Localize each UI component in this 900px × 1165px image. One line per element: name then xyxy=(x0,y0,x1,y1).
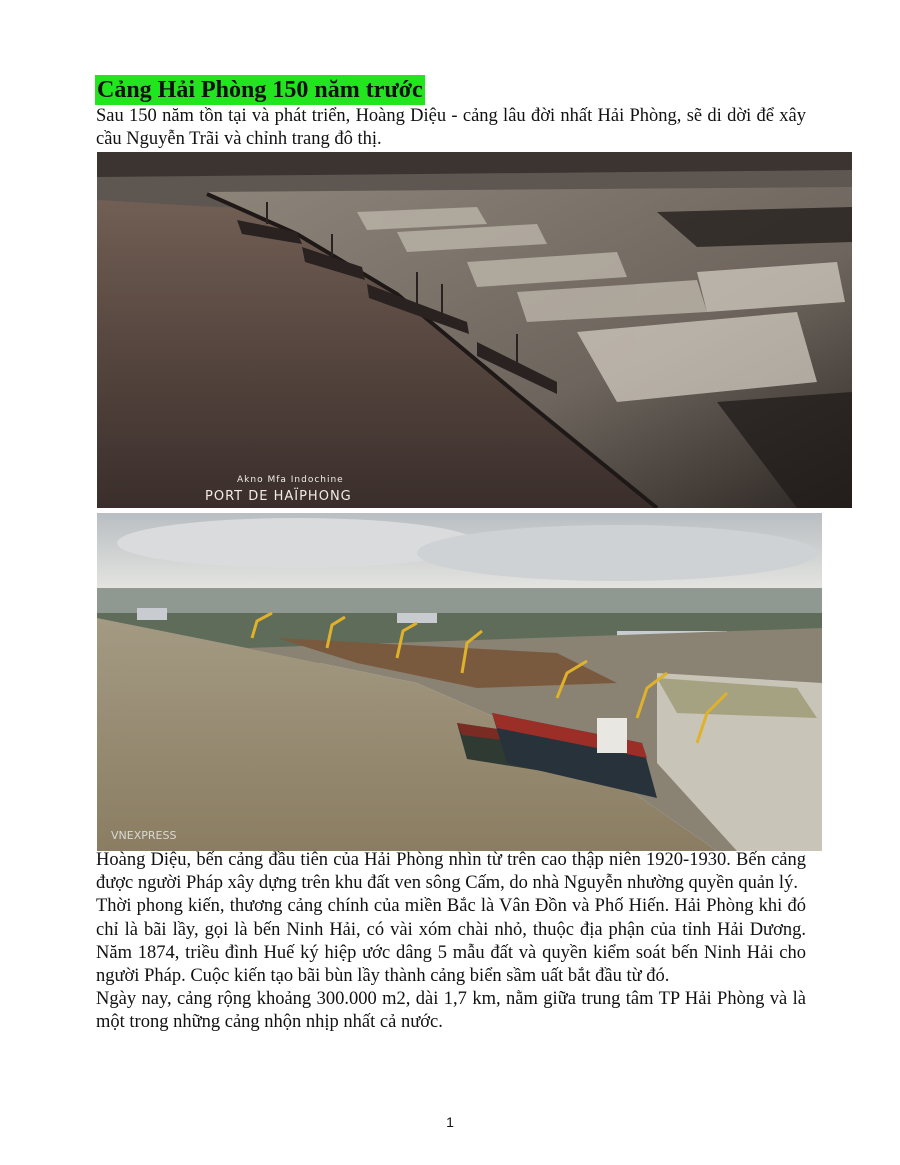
page-title: Cảng Hải Phòng 150 năm trước xyxy=(97,77,423,103)
historic-port-photo xyxy=(97,152,852,508)
photo-caption-line1: Akno Mfa Indochine xyxy=(237,475,344,485)
lead-paragraph: Sau 150 năm tồn tại và phát triển, Hoàng Diệu - cảng lâu đời nhất Hải Phòng, sẽ di dời để xây cầu Nguyễn Trãi và chỉnh trang đô thị. xyxy=(96,106,806,149)
photo-caption-line2: PORT DE HAÏPHONG xyxy=(205,489,352,504)
paragraph-history: Thời phong kiến, thương cảng chính của miền Bắc là Vân Đồn và Phố Hiến. Hải Phòng khi đó chỉ là bãi lầy, gọi là bến Ninh Hải, có vài xóm chài nhỏ, thuộc địa phận của tỉnh Hải Dương. Năm 1874, triều đình Huế ký hiệp ước dâng 5 mẫu đất và quyền kiểm soát bến Ninh Hải cho người Pháp. Cuộc kiến tạo bãi bùn lầy thành cảng biển sầm uất bắt đầu từ đó. xyxy=(96,896,806,987)
modern-port-photo xyxy=(97,513,822,851)
photo-watermark: VNEXPRESS xyxy=(111,829,177,842)
paragraph-caption: Hoàng Diệu, bến cảng đầu tiên của Hải Phòng nhìn từ trên cao thập niên 1920-1930. Bến cảng được người Pháp xây dựng trên khu đất ven sông Cấm, do nhà Nguyễn nhường quyền quản lý. xyxy=(96,850,806,894)
paragraph-today: Ngày nay, cảng rộng khoảng 300.000 m2, dài 1,7 km, nằm giữa trung tâm TP Hải Phòng và là một trong những cảng nhộn nhịp nhất cả nước. xyxy=(96,989,806,1033)
page-number: 1 xyxy=(446,1114,454,1130)
article-body xyxy=(96,849,806,1035)
